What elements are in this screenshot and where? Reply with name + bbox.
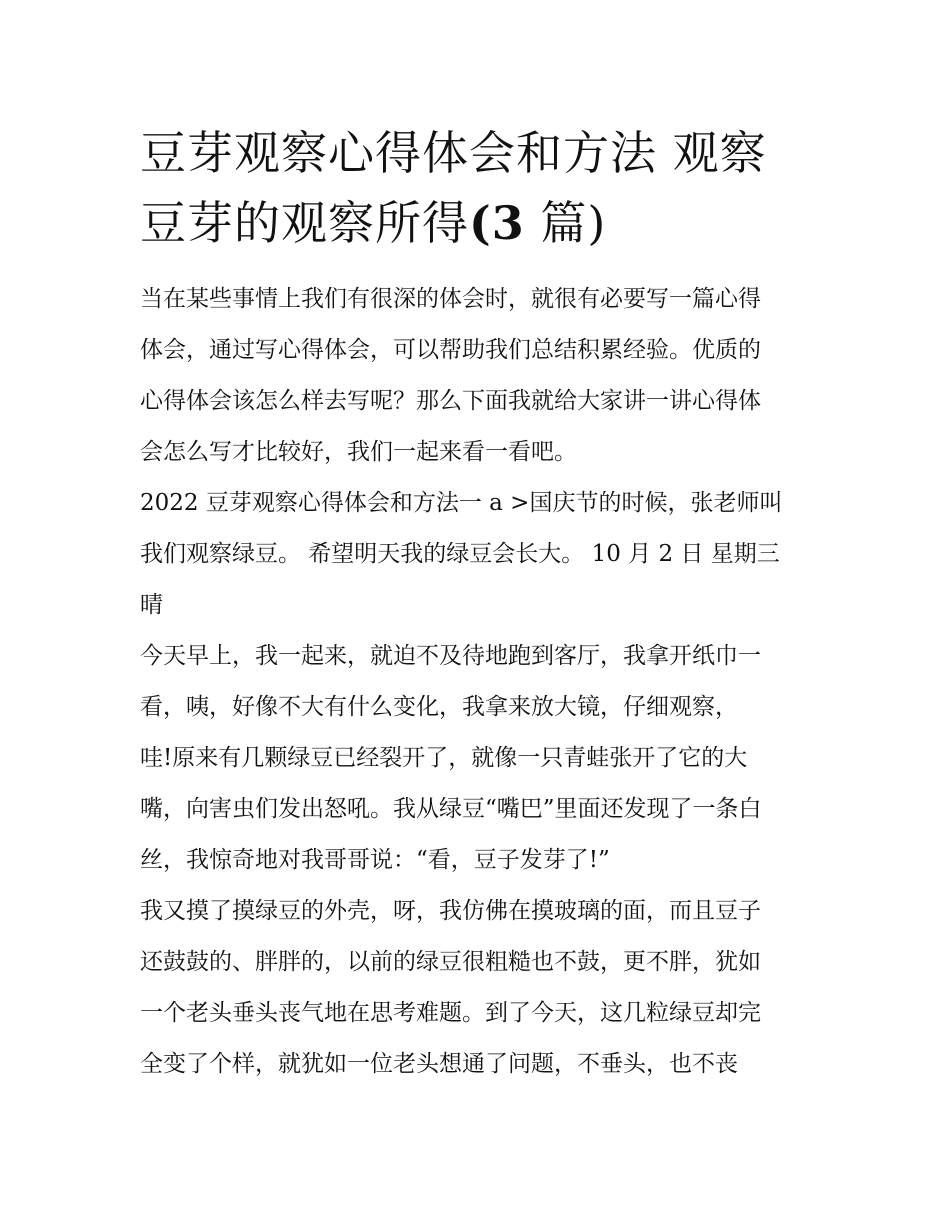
title-line-2 bbox=[140, 196, 606, 250]
title-count: (3 bbox=[469, 196, 525, 250]
text-line: 一个老头垂头丧气地在思考难题。到了今天，这几粒绿豆却完 bbox=[140, 1000, 761, 1026]
title-suffix: 篇) bbox=[524, 196, 607, 250]
document-page bbox=[140, 118, 820, 1090]
text-line: 心得体会该怎么样去写呢？那么下面我就给大家讲一讲心得体 bbox=[140, 388, 761, 414]
paragraph-section-1 bbox=[140, 478, 820, 631]
text-line: 会怎么写才比较好，我们一起来看一看吧。 bbox=[140, 439, 577, 465]
text-line: 体会，通过写心得体会，可以帮助我们总结积累经验。优质的 bbox=[140, 337, 761, 363]
text-line: 嘴，向害虫们发出怒吼。我从绿豆“嘴巴”里面还发现了一条白 bbox=[140, 796, 762, 822]
text-line: 我们观察绿豆。 希望明天我的绿豆会长大。 10 月 2 日 星期三 bbox=[140, 541, 780, 567]
text-line: 当在某些事情上我们有很深的体会时，就很有必要写一篇心得 bbox=[140, 286, 761, 312]
text-line: 今天早上，我一起来，就迫不及待地跑到客厅，我拿开纸巾一 bbox=[140, 643, 761, 669]
paragraph-morning bbox=[140, 631, 820, 886]
text-line: 哇!原来有几颗绿豆已经裂开了，就像一只青蛙张开了它的大 bbox=[140, 745, 748, 771]
title-text: 豆芽的观察所得 bbox=[140, 196, 469, 250]
text-line: 2022 豆芽观察心得体会和方法一 a >国庆节的时候，张老师叫 bbox=[140, 490, 783, 516]
text-line: 丝，我惊奇地对我哥哥说：“看，豆子发芽了!” bbox=[140, 847, 610, 873]
text-line: 我又摸了摸绿豆的外壳，呀，我仿佛在摸玻璃的面，而且豆子 bbox=[140, 898, 761, 924]
text-line: 看，咦，好像不大有什么变化，我拿来放大镜，仔细观察， bbox=[140, 694, 738, 720]
text-line: 全变了个样，就犹如一位老头想通了问题，不垂头，也不丧 bbox=[140, 1051, 738, 1077]
paragraph-shell bbox=[140, 886, 820, 1090]
text-line: 还鼓鼓的、胖胖的，以前的绿豆很粗糙也不鼓，更不胖，犹如 bbox=[140, 949, 761, 975]
title-line-1: 豆芽观察心得体会和方法 观察 bbox=[140, 126, 767, 180]
text-line: 晴 bbox=[140, 592, 163, 618]
document-title bbox=[140, 118, 820, 258]
paragraph-intro bbox=[140, 274, 820, 478]
